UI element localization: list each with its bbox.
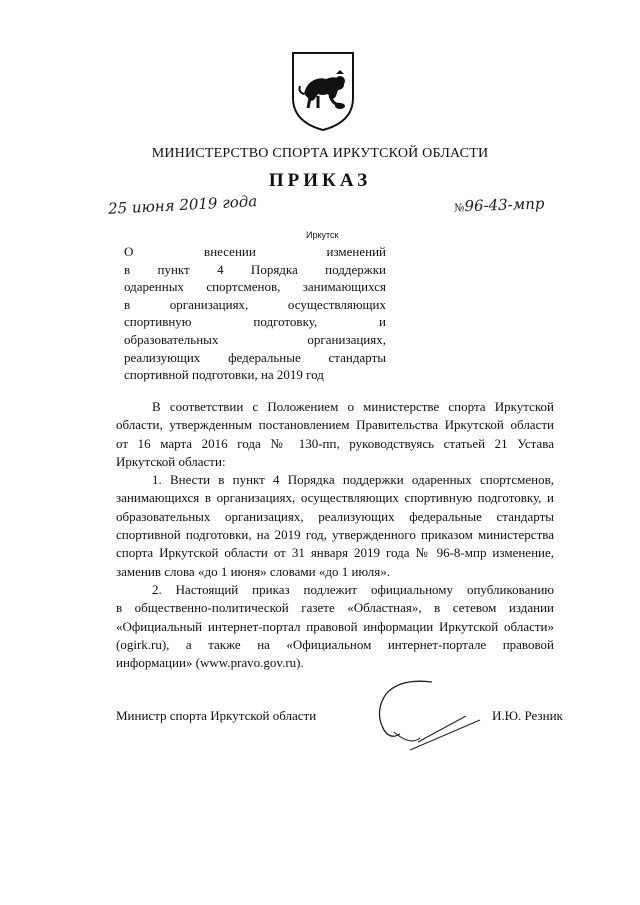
body-line: спортивной подготовки, на 2019 год, утвержденного приказом министерства bbox=[116, 527, 554, 543]
subject-line: спортивной подготовки, на 2019 год bbox=[124, 367, 324, 383]
subject-line: реализующих федеральные стандарты bbox=[124, 349, 386, 365]
body-line: в общественно-политической газете «Областная», в сетевом издании bbox=[116, 600, 554, 616]
body-line: от 16 марта 2016 года № 130-пп, руководствуясь статьей 21 Устава bbox=[116, 435, 554, 451]
body-line: В соответствии с Положением о министерстве спорта Иркутской bbox=[152, 399, 554, 414]
subject-line: в пункт 4 Порядка поддержки bbox=[124, 261, 386, 277]
item-2-paragraph bbox=[116, 581, 554, 672]
body-line: (ogirk.ru), а также на «Официальном интернет-портале правовой bbox=[116, 636, 554, 652]
body-line: занимающихся в организациях, осуществляющих спортивную подготовку, и bbox=[116, 490, 554, 506]
subject-line: одаренных спортсменов, занимающихся bbox=[124, 279, 386, 295]
order-body bbox=[116, 398, 554, 672]
subject-line: О внесении изменений bbox=[124, 244, 386, 259]
city-name: Иркутск bbox=[306, 230, 339, 240]
item-1-paragraph bbox=[116, 471, 554, 581]
body-line: 1. Внести в пункт 4 Порядка поддержки одаренных спортсменов, bbox=[152, 472, 554, 488]
coat-of-arms-icon bbox=[290, 50, 356, 132]
body-line: информации» (www.pravo.gov.ru). bbox=[116, 655, 304, 671]
subject-line: спортивную подготовку, и bbox=[124, 314, 386, 330]
order-subject bbox=[124, 243, 386, 384]
handwritten-signature bbox=[370, 672, 490, 762]
subject-line: в организациях, осуществляющих bbox=[124, 296, 386, 312]
body-line: Иркутской области: bbox=[116, 453, 226, 469]
body-line: спорта Иркутской области от 31 января 2019 года № 96-8-мпр изменение, bbox=[116, 545, 554, 561]
document-type: ПРИКАЗ bbox=[268, 170, 372, 191]
signatory-name: И.Ю. Резник bbox=[492, 708, 563, 723]
handwritten-date: 25 июня 2019 года bbox=[107, 192, 258, 218]
ministry-name: МИНИСТЕРСТВО СПОРТА ИРКУТСКОЙ ОБЛАСТИ bbox=[151, 146, 489, 161]
subject-line: образовательных организациях, bbox=[124, 331, 386, 347]
handwritten-number: 96-43-мпр bbox=[464, 194, 545, 216]
preamble-paragraph bbox=[116, 398, 554, 471]
body-line: 2. Настоящий приказ подлежит официальному опубликованию bbox=[152, 581, 554, 597]
body-line: «Официальный интернет-портал правовой информации Иркутской области» bbox=[116, 618, 554, 634]
body-line: заменив слова «до 1 июня» словами «до 1 июля». bbox=[116, 563, 391, 579]
body-line: образовательных организациях, реализующих федеральные стандарты bbox=[116, 508, 554, 524]
signatory-position: Министр спорта Иркутской области bbox=[116, 708, 317, 723]
document-number bbox=[454, 194, 545, 215]
body-line: области, утвержденным постановлением Правительства Иркутской области bbox=[116, 417, 554, 433]
number-prefix: № bbox=[453, 201, 465, 215]
